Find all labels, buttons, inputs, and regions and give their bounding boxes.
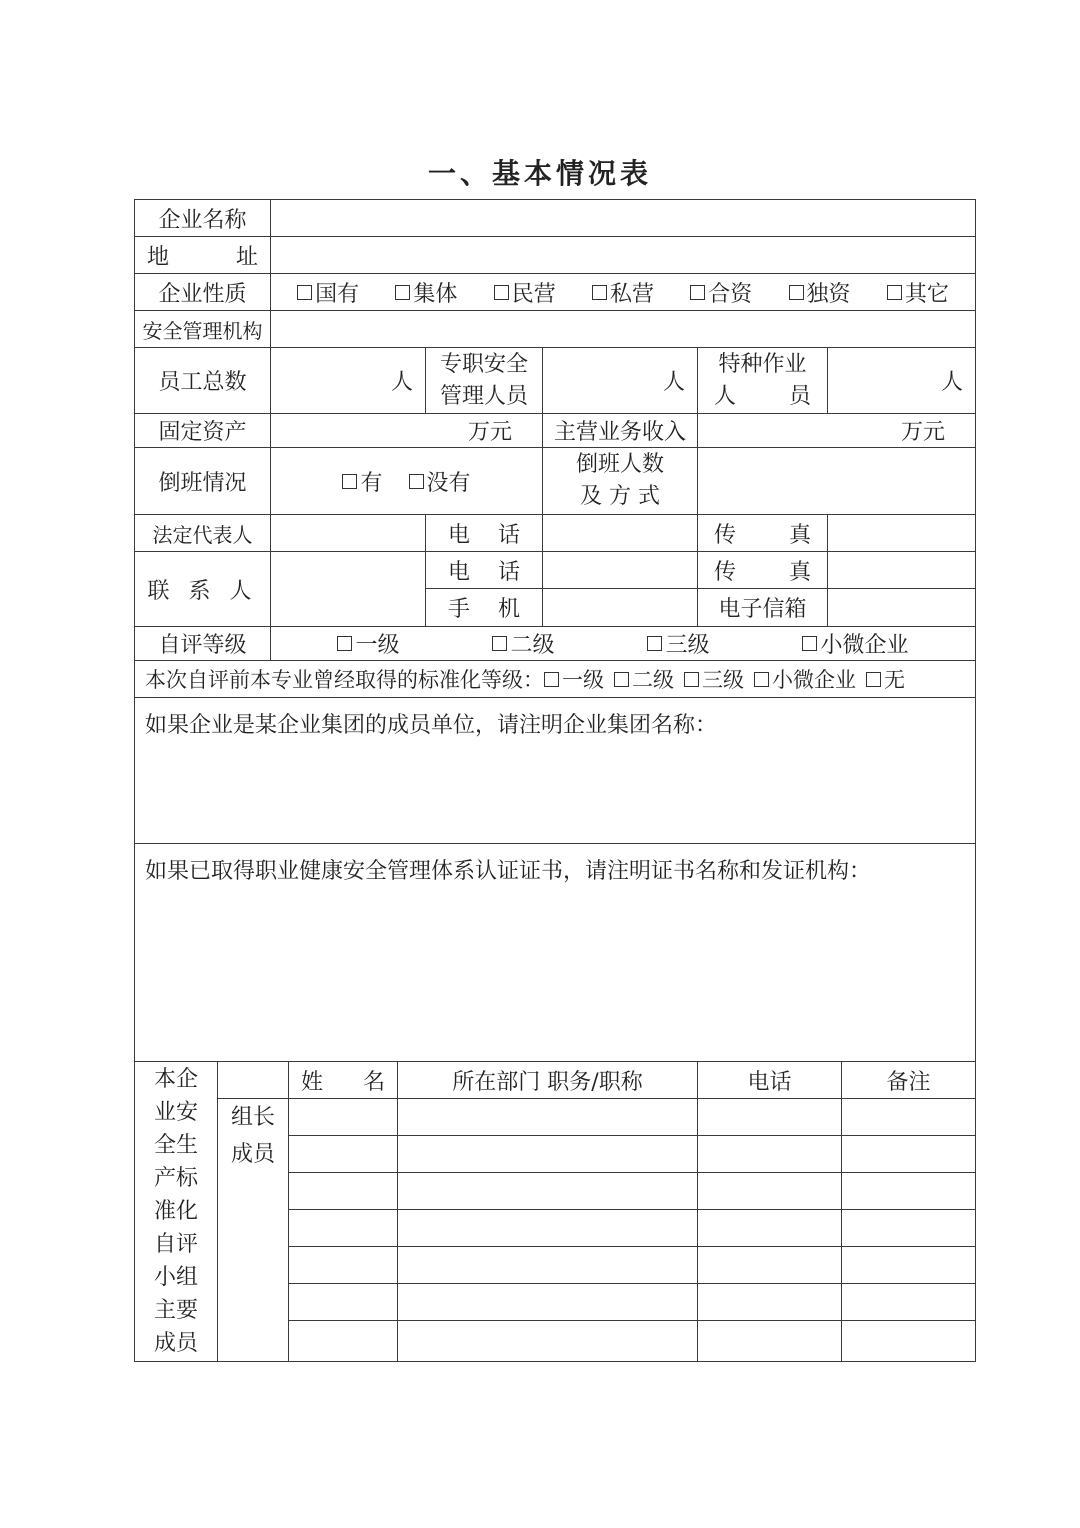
team-cell[interactable] bbox=[397, 1283, 698, 1321]
email-field[interactable] bbox=[827, 588, 976, 627]
checkbox-icon[interactable] bbox=[337, 636, 352, 651]
page-title: 一、基本情况表 bbox=[427, 157, 652, 190]
team-cell[interactable] bbox=[397, 1320, 698, 1362]
group-note-field[interactable]: 如果企业是某企业集团的成员单位，请注明企业集团名称： bbox=[134, 697, 976, 844]
team-cell[interactable] bbox=[288, 1320, 398, 1362]
team-cell[interactable] bbox=[397, 1246, 698, 1284]
nature-option[interactable]: 独资 bbox=[789, 277, 851, 308]
legal-rep-phone-label: 电 话 bbox=[425, 514, 543, 552]
team-cell[interactable] bbox=[841, 1135, 976, 1173]
prev-level-option[interactable]: 三级 bbox=[684, 664, 744, 694]
checkbox-icon[interactable] bbox=[754, 672, 769, 687]
fulltime-safety-field[interactable]: 人 bbox=[542, 347, 698, 414]
team-col-dept: 所在部门 职务/职称 bbox=[397, 1061, 698, 1099]
team-cell[interactable] bbox=[697, 1172, 842, 1210]
nature-options bbox=[270, 273, 976, 311]
checkbox-icon[interactable] bbox=[297, 285, 312, 300]
checkbox-icon[interactable] bbox=[866, 672, 881, 687]
address-label: 地 址 bbox=[134, 236, 271, 274]
nature-option[interactable]: 私营 bbox=[592, 277, 654, 308]
enterprise-name-label: 企业名称 bbox=[134, 199, 271, 237]
team-cell[interactable] bbox=[697, 1320, 842, 1362]
enterprise-name-field[interactable] bbox=[270, 199, 976, 237]
checkbox-icon[interactable] bbox=[802, 636, 817, 651]
self-eval-options bbox=[270, 626, 976, 661]
contact-label: 联 系 人 bbox=[134, 551, 271, 627]
nature-label: 企业性质 bbox=[134, 273, 271, 311]
team-col-phone: 电话 bbox=[697, 1061, 842, 1099]
team-cell[interactable] bbox=[288, 1098, 398, 1136]
prev-level-option[interactable]: 小微企业 bbox=[754, 664, 856, 694]
fulltime-safety-label: 专职安全 管理人员 bbox=[425, 347, 543, 414]
checkbox-icon[interactable] bbox=[614, 672, 629, 687]
safety-org-label: 安全管理机构 bbox=[134, 310, 271, 348]
email-label: 电子信箱 bbox=[697, 588, 828, 627]
contact-phone-field[interactable] bbox=[542, 551, 698, 589]
legal-rep-phone-field[interactable] bbox=[542, 514, 698, 552]
team-col-name: 姓 名 bbox=[288, 1061, 398, 1099]
team-cell[interactable] bbox=[841, 1283, 976, 1321]
team-cell[interactable] bbox=[397, 1209, 698, 1247]
checkbox-icon[interactable] bbox=[409, 474, 424, 489]
shift-count-field[interactable] bbox=[697, 447, 976, 515]
special-operator-label: 特种作业 人 员 bbox=[697, 347, 828, 414]
nature-option[interactable]: 民营 bbox=[494, 277, 556, 308]
team-cell[interactable] bbox=[288, 1172, 398, 1210]
team-cell[interactable] bbox=[397, 1098, 698, 1136]
checkbox-icon[interactable] bbox=[492, 636, 507, 651]
checkbox-icon[interactable] bbox=[789, 285, 804, 300]
contact-field[interactable] bbox=[270, 551, 426, 627]
mobile-label: 手 机 bbox=[425, 588, 543, 627]
fixed-assets-field[interactable]: 万元 bbox=[270, 413, 543, 448]
nature-option[interactable]: 合资 bbox=[690, 277, 752, 308]
nature-option[interactable]: 其它 bbox=[887, 277, 949, 308]
self-eval-option[interactable]: 一级 bbox=[337, 628, 399, 659]
legal-rep-fax-label: 传 真 bbox=[697, 514, 828, 552]
revenue-field[interactable]: 万元 bbox=[697, 413, 976, 448]
legal-rep-field[interactable] bbox=[270, 514, 426, 552]
team-cell[interactable] bbox=[397, 1172, 698, 1210]
mobile-field[interactable] bbox=[542, 588, 698, 627]
team-cell[interactable] bbox=[697, 1209, 842, 1247]
contact-fax-label: 传 真 bbox=[697, 551, 828, 589]
team-cell[interactable] bbox=[288, 1283, 398, 1321]
checkbox-icon[interactable] bbox=[395, 285, 410, 300]
checkbox-icon[interactable] bbox=[690, 285, 705, 300]
shift-no-option[interactable]: 没有 bbox=[409, 466, 471, 497]
shift-yes-option[interactable]: 有 bbox=[342, 466, 382, 497]
team-cell[interactable] bbox=[288, 1135, 398, 1173]
self-eval-label: 自评等级 bbox=[134, 626, 271, 661]
staff-total-field[interactable]: 人 bbox=[270, 347, 426, 414]
staff-total-label: 员工总数 bbox=[134, 347, 271, 414]
team-role-column bbox=[217, 1098, 289, 1362]
team-leader-label: 组长 bbox=[230, 1105, 275, 1130]
shift-options bbox=[270, 447, 543, 515]
safety-org-field[interactable] bbox=[270, 310, 976, 348]
legal-rep-fax-field[interactable] bbox=[827, 514, 976, 552]
team-side-label: 本企 业安 全生 产标 准化 自评 小组 主要 成员 bbox=[134, 1061, 218, 1362]
self-eval-option[interactable]: 三级 bbox=[647, 628, 709, 659]
team-col-note: 备注 bbox=[841, 1061, 976, 1099]
team-cell[interactable] bbox=[841, 1246, 976, 1284]
team-cell[interactable] bbox=[841, 1098, 976, 1136]
checkbox-icon[interactable] bbox=[647, 636, 662, 651]
nature-option[interactable]: 国有 bbox=[297, 277, 359, 308]
shift-label: 倒班情况 bbox=[134, 447, 271, 515]
team-cell[interactable] bbox=[697, 1135, 842, 1173]
self-eval-option[interactable]: 小微企业 bbox=[802, 628, 908, 659]
checkbox-icon[interactable] bbox=[342, 474, 357, 489]
team-member-label: 成员 bbox=[230, 1142, 275, 1167]
fixed-assets-label: 固定资产 bbox=[134, 413, 271, 448]
nature-option[interactable]: 集体 bbox=[395, 277, 457, 308]
team-cell[interactable] bbox=[697, 1283, 842, 1321]
contact-fax-field[interactable] bbox=[827, 551, 976, 589]
team-cell[interactable] bbox=[841, 1209, 976, 1247]
team-header-blank bbox=[217, 1061, 289, 1099]
special-operator-field[interactable]: 人 bbox=[827, 347, 976, 414]
team-cell[interactable] bbox=[697, 1246, 842, 1284]
checkbox-icon[interactable] bbox=[887, 285, 902, 300]
prev-level-row: 本次自评前本专业曾经取得的标准化等级： 一级 二级 三级 小微企业 无 bbox=[134, 660, 976, 698]
prev-level-option[interactable]: 二级 bbox=[614, 664, 674, 694]
revenue-label: 主营业务收入 bbox=[542, 413, 698, 448]
checkbox-icon[interactable] bbox=[592, 285, 607, 300]
contact-phone-label: 电 话 bbox=[425, 551, 543, 589]
prev-level-option[interactable]: 无 bbox=[866, 664, 905, 694]
prev-level-option[interactable]: 一级 bbox=[544, 664, 604, 694]
self-eval-option[interactable]: 二级 bbox=[492, 628, 554, 659]
checkbox-icon[interactable] bbox=[544, 672, 559, 687]
address-field[interactable] bbox=[270, 236, 976, 274]
checkbox-icon[interactable] bbox=[494, 285, 509, 300]
team-cell[interactable] bbox=[697, 1098, 842, 1136]
cert-note-field[interactable]: 如果已取得职业健康安全管理体系认证证书，请注明证书名称和发证机构： bbox=[134, 843, 976, 1062]
team-cell[interactable] bbox=[397, 1135, 698, 1173]
team-cell[interactable] bbox=[288, 1209, 398, 1247]
checkbox-icon[interactable] bbox=[684, 672, 699, 687]
team-cell[interactable] bbox=[841, 1172, 976, 1210]
shift-count-label: 倒班人数 及 方 式 bbox=[542, 447, 698, 515]
legal-rep-label: 法定代表人 bbox=[134, 514, 271, 552]
team-cell[interactable] bbox=[841, 1320, 976, 1362]
team-cell[interactable] bbox=[288, 1246, 398, 1284]
